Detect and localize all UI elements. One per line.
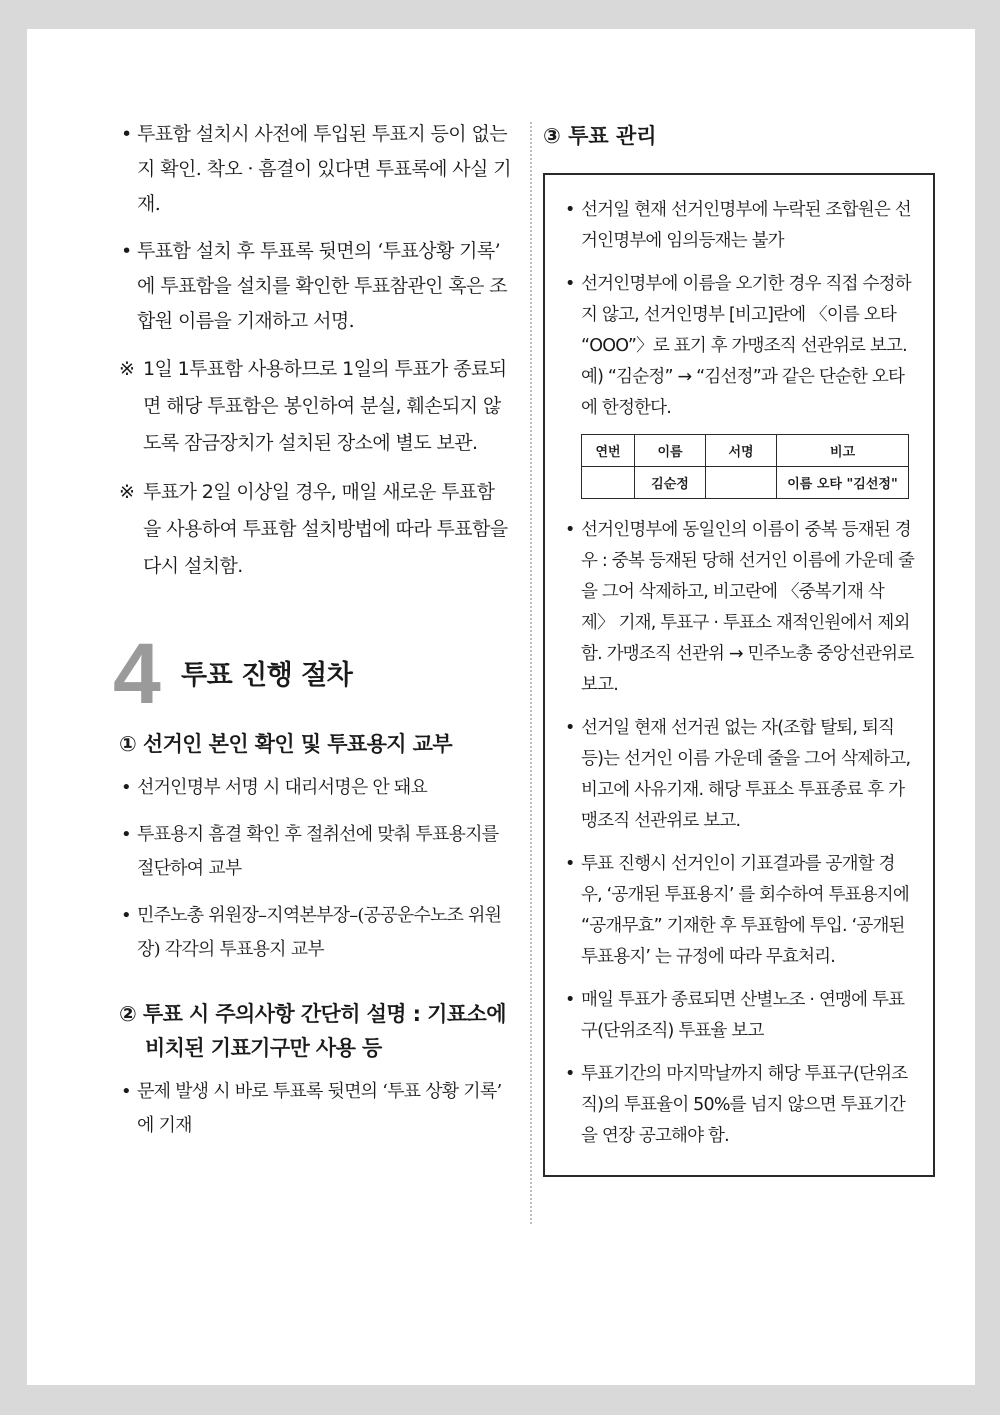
left-column [113,117,511,1156]
document-page [27,29,975,1385]
column-divider [530,122,532,1224]
table-cell: 김순정 [635,467,706,499]
subsection-3-title: ③ 투표 관리 [543,124,657,148]
note-mark: ※ [119,358,135,380]
table-cell [582,467,635,499]
mgmt-bullet-duplicate: • 선거인명부에 동일인의 이름이 중복 등재된 경우 : 중복 등재된 당해 선거인 이름에 가운데 줄을 그어 삭제하고, 비고란에 〈중복기재 삭제〉 기재, 투표구 · 투표소 재적인원에서 제외함. 가맹조직 선관위 → 민주노총 중앙선관위로 보고. [563,515,915,701]
note-text: 1일 1투표함 사용하므로 1일의 투표가 종료되면 해당 투표함은 봉인하여 분실, 훼손되지 않도록 잠금장치가 설치된 장소에 별도 보관. [143,358,507,454]
table-cell [706,467,777,499]
note-mark: ※ [119,481,135,503]
note-daily-box [119,351,511,462]
table-header-row [582,435,909,467]
section-4-heading [113,626,511,722]
note-text: 투표가 2일 이상일 경우, 매일 새로운 투표함을 사용하여 투표함 설치방법에 따라 투표함을 다시 설치함. [143,481,508,577]
subsection-2-title: ② 투표 시 주의사항 간단히 설명 : 기표소에 비치된 기표기구만 사용 등 [119,1002,506,1060]
table-cell: 이름 오타 "김선정" [777,467,909,499]
sub1-bullet-ballot-issue: • 민주노총 위원장–지역본부장–(공공운수노조 위원장) 각각의 투표용지 교부 [119,899,511,967]
voting-management-box [543,173,935,1177]
example-table [581,434,909,499]
section-title: 투표 진행 절차 [181,660,353,691]
section-number: 4 [113,626,161,722]
mgmt-bullet-daily-report: • 매일 투표가 종료되면 산별노조 · 연맹에 투표구(단위조직) 투표율 보고 [563,985,915,1047]
mgmt-bullet-no-right: • 선거일 현재 선거권 없는 자(조합 탈퇴, 퇴직 등)는 선거인 이름 가운데 줄을 그어 삭제하고, 비고에 사유기재. 해당 투표소 투표종료 후 가맹조직 선관위로 보고. [563,713,915,837]
sub2-bullet-problem: • 문제 발생 시 바로 투표록 뒷면의 ‘투표 상황 기록’ 에 기재 [119,1075,511,1143]
sub1-bullet-ballot-cut: • 투표용지 흠결 확인 후 절취선에 맞춰 투표용지를 절단하여 교부 [119,818,511,886]
sub1-bullet-signature: • 선거인명부 서명 시 대리서명은 안 돼요 [119,771,511,805]
subsection-1-title: ① 선거인 본인 확인 및 투표용지 교부 [119,732,453,756]
table-header: 비고 [777,435,909,467]
mgmt-bullet-name-typo: • 선거인명부에 이름을 오기한 경우 직접 수정하지 않고, 선거인명부 [비고]란에 〈이름 오타 “OOO”〉로 표기 후 가맹조직 선관위로 보고. 예) “김순정” → “김선정”과 같은 단순한 오타에 한정한다. [563,269,915,424]
right-column [543,117,939,1177]
table-header: 연번 [582,435,635,467]
note-multi-day [119,474,511,585]
mgmt-bullet-disclosure: • 투표 진행시 선거인이 기표결과를 공개할 경우, ‘공개된 투표용지’ 를 회수하여 투표용지에 “공개무효” 기재한 후 투표함에 투입. ‘공개된 투표용지’ 는 규정에 따라 무효처리. [563,849,915,973]
mgmt-bullet-missing-member: • 선거일 현재 선거인명부에 누락된 조합원은 선거인명부에 임의등재는 불가 [563,195,915,257]
table-header: 이름 [635,435,706,467]
mgmt-bullet-extension: • 투표기간의 마지막날까지 해당 투표구(단위조직)의 투표율이 50%를 넘지 않으면 투표기간을 연장 공고해야 함. [563,1059,915,1152]
intro-bullet-record-sign: • 투표함 설치 후 투표록 뒷면의 ‘투표상황 기록’ 에 투표함을 설치를 확인한 투표참관인 혹은 조합원 이름을 기재하고 서명. [119,234,511,339]
table-header: 서명 [706,435,777,467]
intro-bullet-install-check: • 투표함 설치시 사전에 투입된 투표지 등이 없는지 확인. 착오 · 흠결이 있다면 투표록에 사실 기재. [119,117,511,222]
table-row [582,467,909,499]
